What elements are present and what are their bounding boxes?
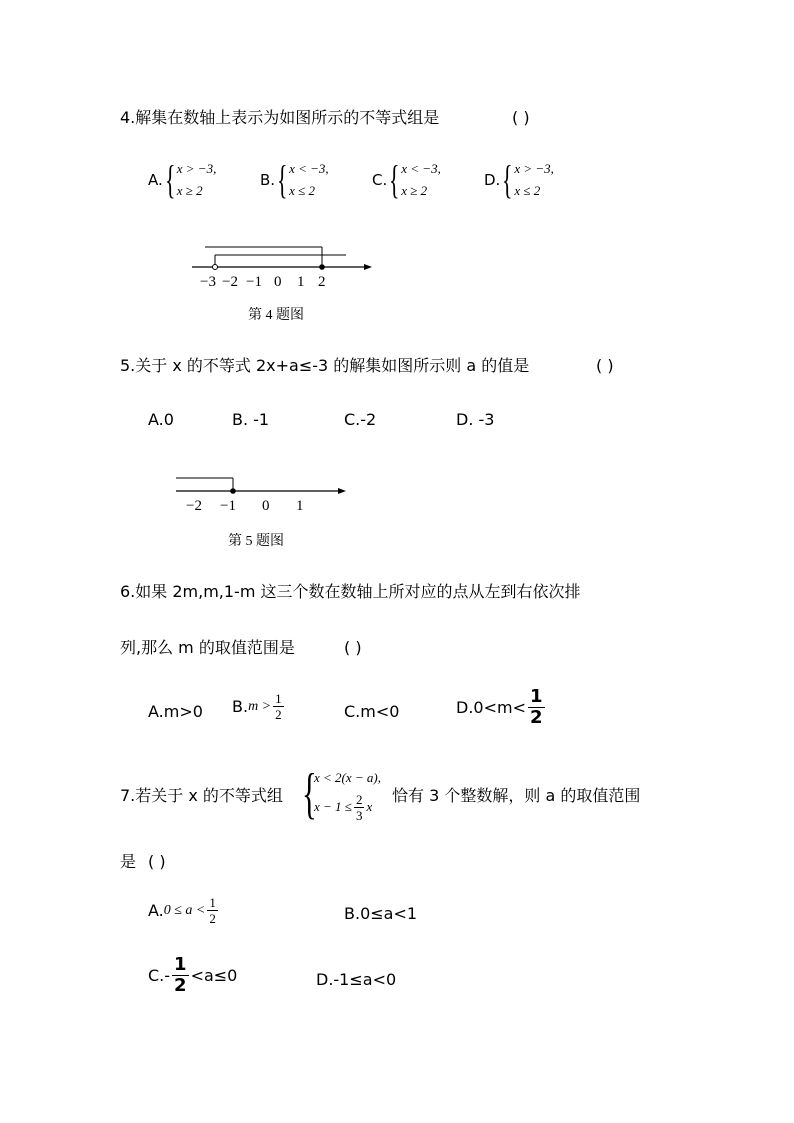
fraction-numerator: 1 bbox=[529, 686, 543, 707]
q5-number-line-figure bbox=[172, 470, 352, 518]
q7-option-d: D.-1≤a<0 bbox=[316, 970, 397, 989]
q4-tick-label: 1 bbox=[297, 274, 305, 290]
q4-closed-dot bbox=[319, 264, 325, 270]
q7-inequality-system bbox=[302, 763, 381, 825]
q7-option-a-label: A. bbox=[148, 900, 164, 920]
q6-option-d-fraction bbox=[528, 688, 545, 727]
fraction-denominator: 2 bbox=[275, 707, 282, 722]
q7-stem-prefix: 7.若关于 x 的不等式组 bbox=[120, 786, 283, 805]
q5-axis-arrow-icon bbox=[338, 488, 346, 494]
q6-stem-line1: 6.如果 2m,m,1-m 这三个数在数轴上所对应的点从左到右依次排 bbox=[120, 582, 581, 601]
q4-axis-arrow-icon bbox=[364, 264, 372, 270]
q4-open-dot bbox=[213, 265, 218, 270]
q4-option-b-line1: x < −3, bbox=[289, 161, 329, 176]
q6-option-d-prefix: D.0<m< bbox=[456, 697, 526, 717]
q7-option-a-fraction bbox=[207, 896, 218, 925]
q6-answer-paren: ( ) bbox=[344, 638, 362, 657]
brace-icon: { bbox=[277, 157, 288, 202]
q4-tick-label: −2 bbox=[222, 274, 238, 290]
q5-tick-label: −1 bbox=[220, 498, 236, 514]
q4-option-a-label: A. bbox=[148, 171, 163, 189]
q7-option-c-fraction bbox=[172, 956, 189, 995]
q6-option-a: A.m>0 bbox=[148, 702, 203, 721]
q6-option-d bbox=[456, 688, 547, 727]
q5-answer-paren: ( ) bbox=[596, 356, 614, 375]
q4-number-line-figure bbox=[180, 238, 380, 294]
q5-tick-label: 1 bbox=[296, 498, 304, 514]
q4-option-d-line1: x > −3, bbox=[514, 161, 554, 176]
brace-icon: { bbox=[389, 157, 400, 202]
q4-answer-paren: ( ) bbox=[512, 108, 530, 127]
q7-system-line2-suffix: x bbox=[366, 799, 373, 814]
q7-option-c-suffix: <a≤0 bbox=[190, 965, 238, 985]
q4-option-a bbox=[148, 158, 216, 202]
fraction-denominator: 2 bbox=[209, 911, 216, 926]
q4-option-a-line1: x > −3, bbox=[176, 161, 217, 176]
q4-option-d bbox=[484, 158, 554, 202]
fraction-numerator: 2 bbox=[355, 791, 363, 807]
q7-option-c bbox=[148, 956, 237, 995]
q5-option-d: D. -3 bbox=[456, 410, 495, 429]
q6-option-b-fraction bbox=[273, 692, 284, 721]
q5-stem: 5.关于 x 的不等式 2x+a≤-3 的解集如图所示则 a 的值是 bbox=[120, 356, 530, 375]
q4-tick-label: 2 bbox=[318, 274, 326, 290]
q5-figure-caption: 第 5 题图 bbox=[228, 534, 284, 549]
q4-tick-label: −3 bbox=[200, 274, 216, 290]
q6-option-b-label: B. bbox=[232, 696, 249, 716]
q4-option-a-line2: x ≥ 2 bbox=[176, 183, 203, 198]
q4-figure-caption: 第 4 题图 bbox=[248, 308, 304, 323]
q7-system-line1: x < 2(x − a), bbox=[314, 769, 381, 785]
q4-option-b-label: B. bbox=[260, 171, 276, 189]
fraction-denominator: 2 bbox=[529, 707, 543, 728]
q7-system-line2-prefix: x − 1 ≤ bbox=[314, 799, 352, 814]
fraction-numerator: 1 bbox=[174, 954, 187, 975]
q7-system-fraction bbox=[354, 793, 365, 822]
q7-option-b: B.0≤a<1 bbox=[344, 904, 418, 923]
q4-tick-label: −1 bbox=[246, 274, 262, 290]
fraction-numerator: 1 bbox=[275, 691, 282, 706]
q6-stem-line2: 列,那么 m 的取值范围是 bbox=[120, 638, 295, 657]
q6-option-b-expr: m > bbox=[248, 698, 272, 714]
q4-stem: 4.解集在数轴上表示为如图所示的不等式组是 bbox=[120, 108, 440, 127]
q6-option-c: C.m<0 bbox=[344, 702, 400, 721]
q4-option-d-label: D. bbox=[484, 171, 501, 189]
q4-option-d-line2: x ≤ 2 bbox=[514, 183, 541, 198]
q7-option-a-expr: 0 ≤ a < bbox=[163, 902, 206, 918]
q6-option-b bbox=[232, 692, 286, 721]
q4-option-c-line2: x ≥ 2 bbox=[401, 183, 428, 198]
q4-option-c-line1: x < −3, bbox=[401, 161, 441, 176]
q5-option-c: C.-2 bbox=[344, 410, 377, 429]
q4-option-b bbox=[260, 158, 329, 202]
brace-icon: { bbox=[302, 763, 317, 825]
q5-closed-dot bbox=[230, 488, 236, 494]
fraction-denominator: 3 bbox=[355, 807, 363, 823]
fraction-numerator: 1 bbox=[209, 895, 216, 910]
q7-stem-suffix: 恰有 3 个整数解，则 a 的取值范围 bbox=[392, 786, 641, 805]
brace-icon: { bbox=[164, 157, 176, 202]
brace-icon: { bbox=[502, 157, 513, 202]
q7-option-a bbox=[148, 896, 220, 925]
q5-tick-label: −2 bbox=[186, 498, 202, 514]
q4-tick-label: 0 bbox=[274, 274, 282, 290]
q5-tick-label: 0 bbox=[262, 498, 270, 514]
q4-option-c bbox=[372, 158, 441, 202]
fraction-denominator: 2 bbox=[174, 975, 187, 996]
q7-stem-line2: 是 bbox=[120, 852, 137, 871]
q5-option-b: B. -1 bbox=[232, 410, 270, 429]
q4-option-c-label: C. bbox=[372, 171, 388, 189]
q7-option-c-prefix: C.- bbox=[148, 965, 171, 985]
q5-option-a: A.0 bbox=[148, 410, 174, 429]
q7-answer-paren: ( ) bbox=[148, 852, 166, 871]
q4-option-b-line2: x ≤ 2 bbox=[289, 183, 315, 198]
